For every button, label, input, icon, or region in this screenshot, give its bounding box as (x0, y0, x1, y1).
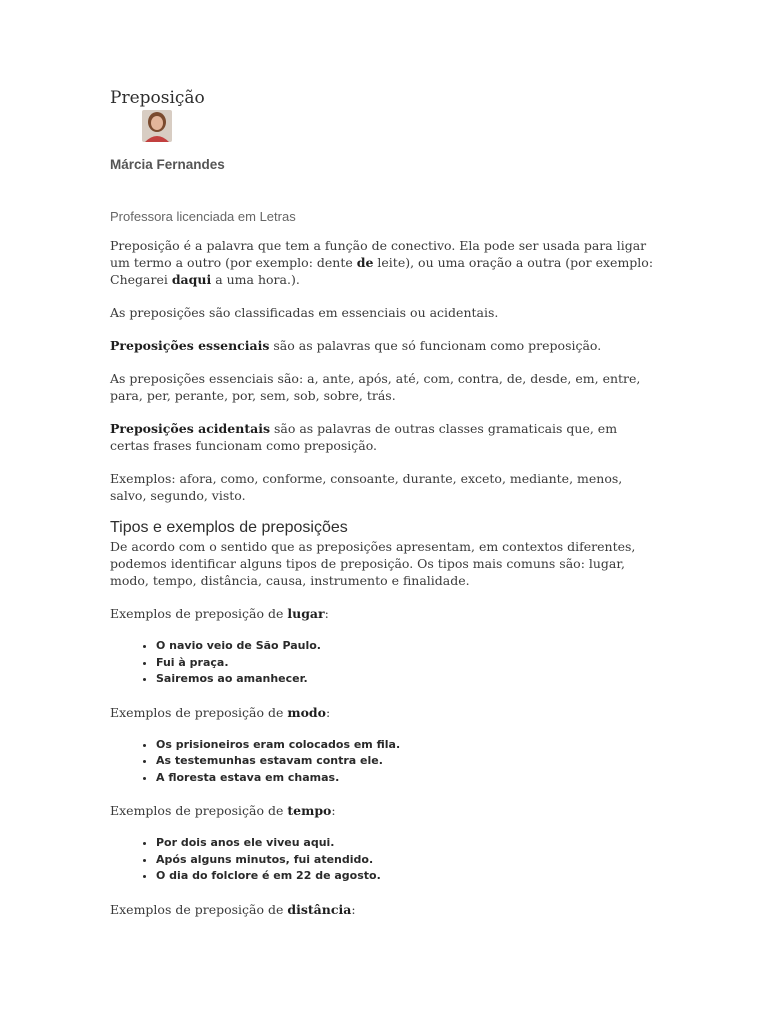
list-item: • O dia do folclore é em 22 de agosto. (156, 868, 658, 885)
example-list-tempo (110, 835, 658, 885)
group-label-tempo: Exemplos de preposição de tempo: (110, 803, 336, 818)
author-avatar (142, 110, 172, 142)
accidental-definition: Preposições acidentais são as palavras de outras classes gramaticais que, em certas frases funcionam como preposição. (110, 421, 618, 453)
list-item: • Após alguns minutos, fui atendido. (156, 852, 658, 869)
author-name: Márcia Fernandes (110, 157, 225, 172)
list-item: • Por dois anos ele viveu aqui. (156, 835, 658, 852)
essential-list: As preposições essenciais são: a, ante, após, até, com, contra, de, desde, em, entre, para, per, perante, por, sem, sob, sobre, trás. (110, 371, 641, 403)
article (110, 86, 658, 918)
example-list-modo (110, 737, 658, 787)
example-list-lugar (110, 638, 658, 688)
intro-paragraph: Preposição é a palavra que tem a função de conectivo. Ela pode ser usada para ligar um termo a outro (por exemplo: dente de leite), ou uma oração a outra (por exemplo: Chegarei daqui a uma hora.). (110, 238, 654, 287)
list-item: • Fui à praça. (156, 655, 658, 672)
accidental-examples: Exemplos: afora, como, conforme, consoante, durante, exceto, mediante, menos, salvo, segundo, visto. (110, 471, 623, 503)
list-item: • Os prisioneiros eram colocados em fila. (156, 737, 658, 754)
list-item: • As testemunhas estavam contra ele. (156, 753, 658, 770)
list-item: • Sairemos ao amanhecer. (156, 671, 658, 688)
group-label-lugar: Exemplos de preposição de lugar: (110, 606, 329, 621)
list-item: • A floresta estava em chamas. (156, 770, 658, 787)
page-title: Preposição (110, 88, 205, 108)
author-role: Professora licenciada em Letras (110, 209, 296, 224)
author-photo-icon (142, 110, 172, 142)
section-heading: Tipos e exemplos de preposições (110, 519, 348, 536)
essential-definition: Preposições essenciais são as palavras que só funcionam como preposição. (110, 338, 602, 353)
section-text: De acordo com o sentido que as preposições apresentam, em contextos diferentes, podemos identificar alguns tipos de preposição. Os tipos mais comuns são: lugar, modo, tempo, distância, causa, instrumento e finalidade. (110, 539, 636, 588)
classification-paragraph: As preposições são classificadas em essenciais ou acidentais. (110, 305, 499, 320)
group-label-modo: Exemplos de preposição de modo: (110, 704, 331, 720)
group-label-distancia: Exemplos de preposição de distância: (110, 901, 356, 917)
list-item: • O navio veio de São Paulo. (156, 638, 658, 655)
